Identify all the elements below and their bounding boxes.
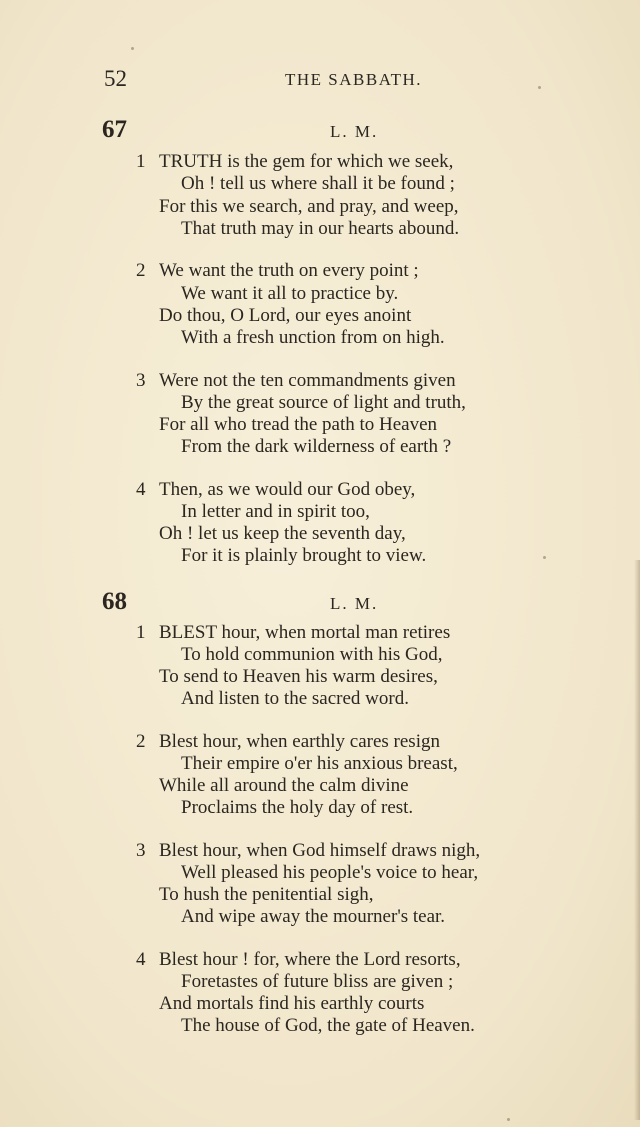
stanza-number: 3 [136,840,146,861]
verse-line: Were not the ten commandments given [159,370,456,391]
verse-line: With a fresh unction from on high. [181,327,445,348]
verse-line: The house of God, the gate of Heaven. [181,1015,475,1036]
verse-line: Do thou, O Lord, our eyes anoint [159,305,412,326]
paper-speck [538,86,541,89]
page-edge-shadow [634,560,640,1120]
verse-line: To hush the penitential sigh, [159,884,374,905]
verse-line: Blest hour, when God himself draws nigh, [159,840,481,861]
paper-speck [507,1118,510,1121]
hymn-number: 67 [102,116,127,143]
verse-line: And listen to the sacred word. [181,688,409,709]
stanza-number: 2 [136,731,146,752]
stanza-number: 2 [136,260,146,281]
verse-line: Blest hour ! for, where the Lord resorts, [159,949,461,970]
verse-line: While all around the calm divine [159,775,409,796]
verse-line: Oh ! let us keep the seventh day, [159,523,406,544]
page-number: 52 [104,66,127,91]
verse-line: For this we search, and pray, and weep, [159,196,459,217]
verse-line: Proclaims the holy day of rest. [181,797,414,818]
hymn-meter: L. M. [330,594,379,613]
stanza-number: 1 [136,151,146,172]
verse-line: For all who tread the path to Heaven [159,414,438,435]
verse-line: By the great source of light and truth, [181,392,466,413]
verse-line: BLEST hour, when mortal man retires [159,622,451,643]
verse-line: From the dark wilderness of earth ? [181,436,452,457]
verse-line: TRUTH is the gem for which we seek, [159,151,454,172]
running-title: THE SABBATH. [285,70,423,89]
verse-line: Blest hour, when earthly cares resign [159,731,440,752]
verse-line: In letter and in spirit too, [181,501,370,522]
verse-line: And mortals find his earthly courts [159,993,425,1014]
paper-speck [131,47,134,50]
verse-line: To hold communion with his God, [181,644,443,665]
verse-line: Their empire o'er his anxious breast, [181,753,458,774]
verse-line: Well pleased his people's voice to hear, [181,862,479,883]
hymn-meter: L. M. [330,122,379,141]
stanza-number: 4 [136,479,146,500]
verse-line: Oh ! tell us where shall it be found ; [181,173,455,194]
verse-line: That truth may in our hearts abound. [181,218,460,239]
paper-speck [543,556,546,559]
hymn-header [0,116,640,146]
verse-line: Then, as we would our God obey, [159,479,416,500]
verse-line: Foretastes of future bliss are given ; [181,971,454,992]
verse-line: We want it all to practice by. [181,283,399,304]
running-head [0,66,640,96]
verse-line: We want the truth on every point ; [159,260,419,281]
verse-line: For it is plainly brought to view. [181,545,427,566]
hymn-header [0,588,640,618]
verse-line: And wipe away the mourner's tear. [181,906,446,927]
stanza-number: 4 [136,949,146,970]
verse-line: To send to Heaven his warm desires, [159,666,438,687]
stanza-number: 3 [136,370,146,391]
hymn-number: 68 [102,588,127,615]
stanza-number: 1 [136,622,146,643]
